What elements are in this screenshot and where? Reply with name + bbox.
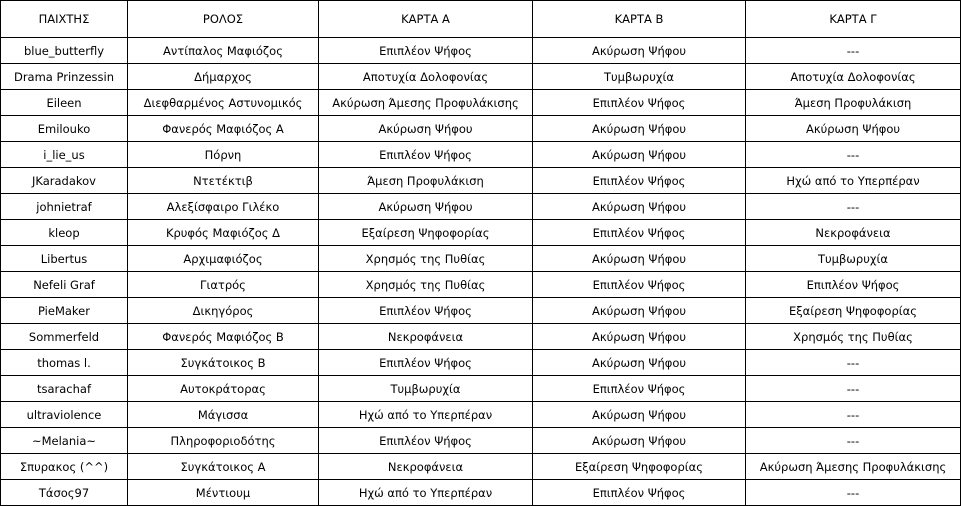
role-cell: Φανερός Μαφιόζος Β — [128, 324, 319, 350]
card-b-cell: Ακύρωση Ψήφου — [533, 116, 746, 142]
card-c-cell: --- — [746, 142, 961, 168]
card-c-cell: --- — [746, 402, 961, 428]
card-c-cell: --- — [746, 428, 961, 454]
role-cell: Αυτοκράτορας — [128, 376, 319, 402]
card-a-cell: Νεκροφάνεια — [319, 454, 533, 480]
card-c-cell: --- — [746, 480, 961, 506]
card-a-cell: Χρησμός της Πυθίας — [319, 246, 533, 272]
player-cell: Nefeli Graf — [1, 272, 128, 298]
card-b-cell: Επιπλέον Ψήφος — [533, 272, 746, 298]
card-a-cell: Ακύρωση Ψήφου — [319, 194, 533, 220]
card-a-cell: Τυμβωρυχία — [319, 376, 533, 402]
card-a-cell: Νεκροφάνεια — [319, 324, 533, 350]
table-row — [1, 298, 961, 324]
table-row — [1, 272, 961, 298]
player-cell: johnietraf — [1, 194, 128, 220]
card-b-cell: Εξαίρεση Ψηφοφορίας — [533, 454, 746, 480]
card-b-cell: Ακύρωση Ψήφου — [533, 298, 746, 324]
role-cell: Μάγισσα — [128, 402, 319, 428]
card-c-cell: --- — [746, 350, 961, 376]
player-cell: PieMaker — [1, 298, 128, 324]
role-cell: Πληροφοριοδότης — [128, 428, 319, 454]
table-row — [1, 454, 961, 480]
table-row — [1, 402, 961, 428]
player-cell: Sommerfeld — [1, 324, 128, 350]
card-c-cell: Χρησμός της Πυθίας — [746, 324, 961, 350]
player-cell: Eileen — [1, 90, 128, 116]
table-row — [1, 428, 961, 454]
card-c-cell: --- — [746, 38, 961, 64]
card-c-cell: Άμεση Προφυλάκιση — [746, 90, 961, 116]
card-b-cell: Τυμβωρυχία — [533, 64, 746, 90]
role-cell: Ντετέκτιβ — [128, 168, 319, 194]
table-row — [1, 64, 961, 90]
player-cell: ultraviolence — [1, 402, 128, 428]
player-cell: tsarachaf — [1, 376, 128, 402]
table-row — [1, 220, 961, 246]
card-a-cell: Αποτυχία Δολοφονίας — [319, 64, 533, 90]
header-card-a: ΚΑΡΤΑ Α — [319, 1, 533, 38]
card-a-cell: Ακύρωση Ψήφου — [319, 116, 533, 142]
player-cell: blue_butterfly — [1, 38, 128, 64]
table-row — [1, 480, 961, 506]
card-a-cell: Επιπλέον Ψήφος — [319, 38, 533, 64]
header-card-b: ΚΑΡΤΑ Β — [533, 1, 746, 38]
role-cell: Φανερός Μαφιόζος Α — [128, 116, 319, 142]
role-cell: Διεφθαρμένος Αστυνομικός — [128, 90, 319, 116]
table-row — [1, 142, 961, 168]
player-cell: Emilouko — [1, 116, 128, 142]
role-cell: Συγκάτοικος Α — [128, 454, 319, 480]
card-c-cell: Ακύρωση Ψήφου — [746, 116, 961, 142]
player-cell: Libertus — [1, 246, 128, 272]
card-a-cell: Χρησμός της Πυθίας — [319, 272, 533, 298]
card-b-cell: Επιπλέον Ψήφος — [533, 168, 746, 194]
player-cell: ~Melania~ — [1, 428, 128, 454]
role-cell: Δικηγόρος — [128, 298, 319, 324]
table-row — [1, 116, 961, 142]
card-c-cell: Επιπλέον Ψήφος — [746, 272, 961, 298]
card-a-cell: Επιπλέον Ψήφος — [319, 428, 533, 454]
header-role: ΡΟΛΟΣ — [128, 1, 319, 38]
table-row — [1, 194, 961, 220]
card-b-cell: Ακύρωση Ψήφου — [533, 402, 746, 428]
player-cell: kleop — [1, 220, 128, 246]
role-cell: Δήμαρχος — [128, 64, 319, 90]
table-header — [1, 1, 961, 38]
card-b-cell: Επιπλέον Ψήφος — [533, 220, 746, 246]
card-b-cell: Επιπλέον Ψήφος — [533, 480, 746, 506]
table-row — [1, 38, 961, 64]
role-cell: Μέντιουμ — [128, 480, 319, 506]
card-b-cell: Ακύρωση Ψήφου — [533, 350, 746, 376]
table-row — [1, 168, 961, 194]
role-cell: Πόρνη — [128, 142, 319, 168]
role-cell: Κρυφός Μαφιόζος Δ — [128, 220, 319, 246]
card-c-cell: Ηχώ από το Υπερπέραν — [746, 168, 961, 194]
card-b-cell: Ακύρωση Ψήφου — [533, 428, 746, 454]
player-cell: Τάσος97 — [1, 480, 128, 506]
table-row — [1, 246, 961, 272]
card-b-cell: Επιπλέον Ψήφος — [533, 90, 746, 116]
card-a-cell: Εξαίρεση Ψηφοφορίας — [319, 220, 533, 246]
table-row — [1, 324, 961, 350]
role-cell: Αντίπαλος Μαφιόζος — [128, 38, 319, 64]
card-a-cell: Άμεση Προφυλάκιση — [319, 168, 533, 194]
header-player: ΠΑΙΧΤΗΣ — [1, 1, 128, 38]
role-cell: Αλεξίσφαιρο Γιλέκο — [128, 194, 319, 220]
table-row — [1, 90, 961, 116]
card-b-cell: Ακύρωση Ψήφου — [533, 142, 746, 168]
card-b-cell: Ακύρωση Ψήφου — [533, 194, 746, 220]
card-c-cell: --- — [746, 376, 961, 402]
card-b-cell: Ακύρωση Ψήφου — [533, 246, 746, 272]
header-row — [1, 1, 961, 38]
table-row — [1, 350, 961, 376]
card-b-cell: Ακύρωση Ψήφου — [533, 324, 746, 350]
role-cell: Συγκάτοικος Β — [128, 350, 319, 376]
card-a-cell: Ηχώ από το Υπερπέραν — [319, 480, 533, 506]
player-cell: Drama Prinzessin — [1, 64, 128, 90]
player-cell: thomas l. — [1, 350, 128, 376]
card-c-cell: Ακύρωση Άμεσης Προφυλάκισης — [746, 454, 961, 480]
table-body — [1, 38, 961, 506]
role-cell: Αρχιμαφιόζος — [128, 246, 319, 272]
card-b-cell: Επιπλέον Ψήφος — [533, 376, 746, 402]
card-c-cell: Αποτυχία Δολοφονίας — [746, 64, 961, 90]
card-a-cell: Επιπλέον Ψήφος — [319, 350, 533, 376]
table-row — [1, 376, 961, 402]
card-b-cell: Ακύρωση Ψήφου — [533, 38, 746, 64]
card-c-cell: Εξαίρεση Ψηφοφορίας — [746, 298, 961, 324]
player-cell: JKaradakov — [1, 168, 128, 194]
header-card-c: ΚΑΡΤΑ Γ — [746, 1, 961, 38]
player-cell: i_lie_us — [1, 142, 128, 168]
card-c-cell: Νεκροφάνεια — [746, 220, 961, 246]
card-a-cell: Επιπλέον Ψήφος — [319, 298, 533, 324]
card-a-cell: Επιπλέον Ψήφος — [319, 142, 533, 168]
card-c-cell: --- — [746, 194, 961, 220]
card-a-cell: Ηχώ από το Υπερπέραν — [319, 402, 533, 428]
card-a-cell: Ακύρωση Άμεσης Προφυλάκισης — [319, 90, 533, 116]
player-cell: Σπυρακος (^^) — [1, 454, 128, 480]
card-c-cell: Τυμβωρυχία — [746, 246, 961, 272]
role-cell: Γιατρός — [128, 272, 319, 298]
